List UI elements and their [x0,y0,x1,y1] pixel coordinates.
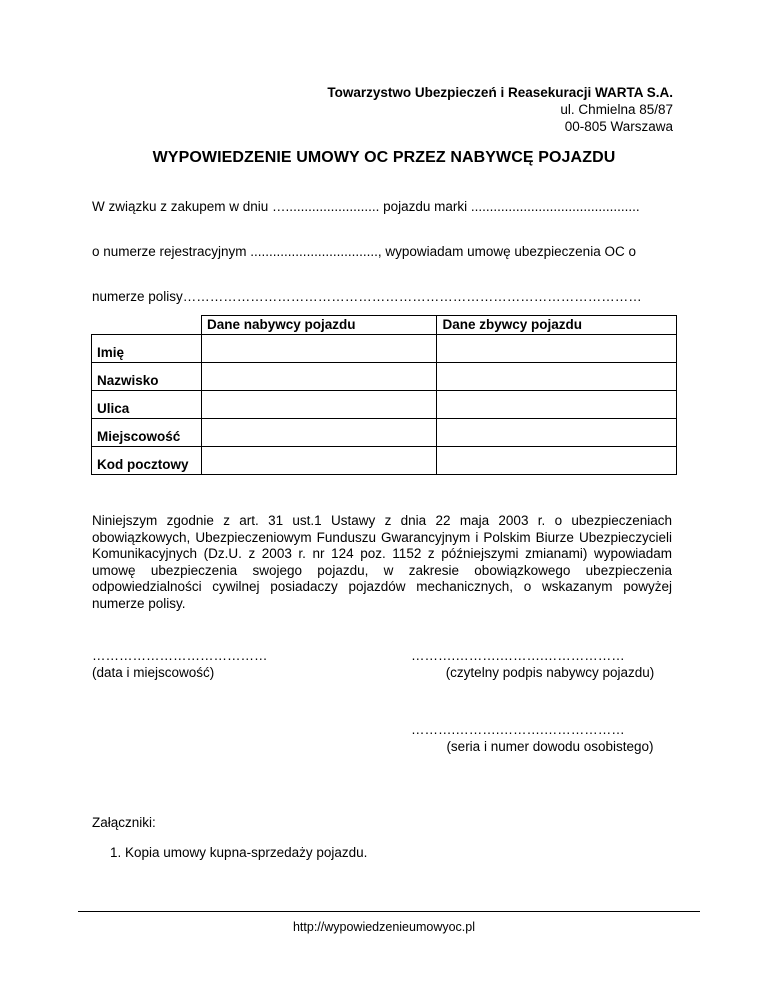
seller-street-field[interactable] [437,391,677,419]
parties-table [91,315,677,475]
intro-line-registration: o numerze rejestracyjnym .................................., wypowiadam umowę ubezpieczenia OC o [92,244,636,259]
seller-column-header: Dane zbywcy pojazdu [437,316,677,335]
attachment-item: 1. Kopia umowy kupna-sprzedaży pojazdu. [110,845,368,860]
row-label-street: Ulica [92,391,202,419]
id-number-dots: ……….……….……….……………… [411,722,625,737]
termination-statement: Niniejszym zgodnie z art. 31 ust.1 Ustawy z dnia 22 maja 2003 r. o ubezpieczeniach obowiązkowych, Ubezpieczeniowym Funduszu Gwarancyjnym i Polskim Biurze Ubezpieczycieli Komunikacyjnych (Dz.U. z 2003 r. nr 124 poz. 1152 z późniejszymi zmianami) wypowiadam umowę ubezpieczenia swojego pojazdu, w zakresie obowiązkowego ubezpieczenia odpowiedzialności cywilnej posiadaczy pojazdów mechanicznych, o wskazanym powyżej numerze polisy. [92,513,672,611]
table-header-row [92,316,677,335]
date-place-label: (data i miejscowość) [92,665,215,680]
seller-first-name-field[interactable] [437,335,677,363]
table-row [92,391,677,419]
id-number-label: (seria i numer dowodu osobistego) [446,739,654,754]
table-row [92,335,677,363]
insurer-name: Towarzystwo Ubezpieczeń i Reasekuracji WARTA S.A. [327,85,673,100]
insurer-city: 00-805 Warszawa [564,119,673,134]
row-label-first-name: Imię [92,335,202,363]
row-label-postal-code: Kod pocztowy [92,447,202,475]
buyer-first-name-field[interactable] [201,335,437,363]
seller-last-name-field[interactable] [437,363,677,391]
footer-url[interactable]: http://wypowiedzenieumowyoc.pl [292,920,476,934]
intro-line-policy: numerze polisy………………………………………………………………………………………… [92,289,642,304]
table-row [92,363,677,391]
table-row [92,419,677,447]
row-label-city: Miejscowość [92,419,202,447]
intro-line-purchase: W związku z zakupem w dniu …......................... pojazdu marki ............................................. [92,199,640,214]
buyer-street-field[interactable] [201,391,437,419]
seller-postal-code-field[interactable] [437,447,677,475]
buyer-column-header: Dane nabywcy pojazdu [201,316,437,335]
seller-city-field[interactable] [437,419,677,447]
table-corner-cell [92,316,202,335]
buyer-postal-code-field[interactable] [201,447,437,475]
buyer-signature-label: (czytelny podpis nabywcy pojazdu) [445,665,655,680]
footer-divider [78,911,700,912]
row-label-last-name: Nazwisko [92,363,202,391]
buyer-last-name-field[interactable] [201,363,437,391]
buyer-city-field[interactable] [201,419,437,447]
date-place-dots: ………………………………… [92,648,268,663]
table-row [92,447,677,475]
attachments-heading: Załączniki: [92,815,156,830]
insurer-street: ul. Chmielna 85/87 [560,102,673,117]
buyer-signature-dots: ……….……….……….……………… [411,648,625,663]
document-title: WYPOWIEDZENIE UMOWY OC PRZEZ NABYWCĘ POJAZDU [152,149,616,166]
